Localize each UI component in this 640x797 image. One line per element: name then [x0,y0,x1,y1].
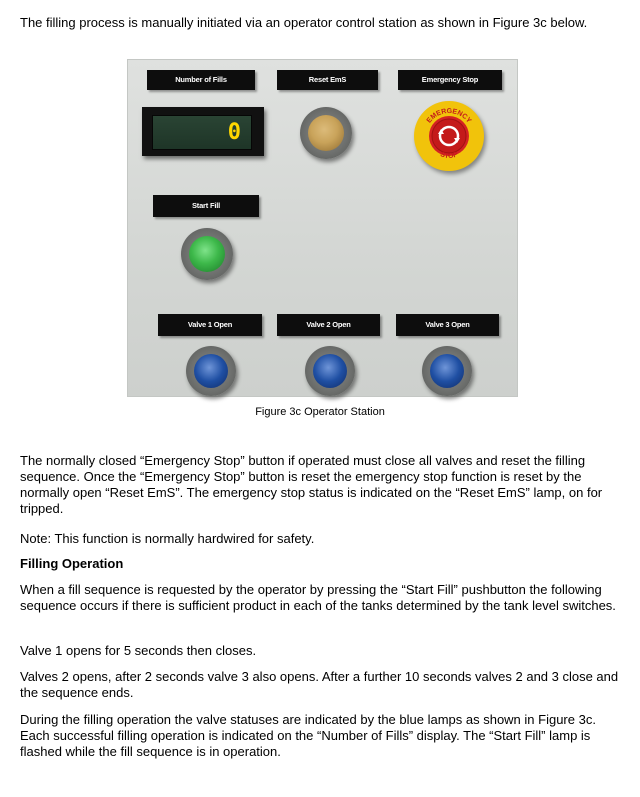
start-fill-button[interactable] [181,228,233,280]
emergency-stop-icon [414,101,484,171]
note-paragraph: Note: This function is normally hardwired for safety. [20,531,315,546]
valve3-lens [430,354,464,388]
start-fill-lamp [189,236,225,272]
valve1-lamp [186,346,236,396]
number-of-fills-display [142,107,264,156]
reset-ems-label: Reset EmS [277,70,378,90]
reset-ems-lamp [308,115,344,151]
display-screen [152,115,252,150]
valve2-open-label: Valve 2 Open [277,314,380,336]
filling-operation-heading: Filling Operation [20,556,124,571]
during-paragraph: During the filling operation the valve statuses are indicated by the blue lamps as shown in Figure 3c. Each successful filling operation is indicated on the “Number of Fills” display. The “Start Fill” lamp is flashed while the fill sequence is in operation. [20,712,596,759]
valves23-paragraph: Valves 2 opens, after 2 seconds valve 3 also opens. After a further 10 seconds valves 2 and 3 close and the sequence ends. [20,669,619,700]
fill-count-value: 0 [227,120,241,145]
valve2-lens [313,354,347,388]
valve1-open-label: Valve 1 Open [158,314,262,336]
valve3-lamp [422,346,472,396]
intro-paragraph: The filling process is manually initiated via an operator control station as shown in Figure 3c below. [20,15,588,30]
start-fill-label: Start Fill [153,195,259,217]
valve1-lens [194,354,228,388]
number-of-fills-label: Number of Fills [147,70,255,90]
operator-station-panel [127,59,518,397]
reset-ems-button[interactable] [300,107,352,159]
emergency-stop-button[interactable] [414,101,484,171]
estop-top-text: EMERGENCY [425,107,473,125]
figure-caption: Figure 3c Operator Station [255,406,385,418]
emergency-stop-label: Emergency Stop [398,70,502,90]
valve2-lamp [305,346,355,396]
estop-paragraph: The normally closed “Emergency Stop” button if operated must close all valves and reset the filling sequence. Once the “Emergency Stop” button is reset the emergency stop function is reset by the normally open “Reset EmS”. The emergency stop status is indicated on the “Reset EmS” lamp, on for tripped. [20,453,603,516]
request-paragraph: When a fill sequence is requested by the operator by pressing the “Start Fill” pushbutton the following sequence occurs if there is sufficient product in each of the tanks determined by the tank level switches. [20,582,616,613]
estop-bottom-text: STOP [439,151,459,161]
valve3-open-label: Valve 3 Open [396,314,499,336]
valve1-paragraph: Valve 1 opens for 5 seconds then closes. [20,643,257,658]
